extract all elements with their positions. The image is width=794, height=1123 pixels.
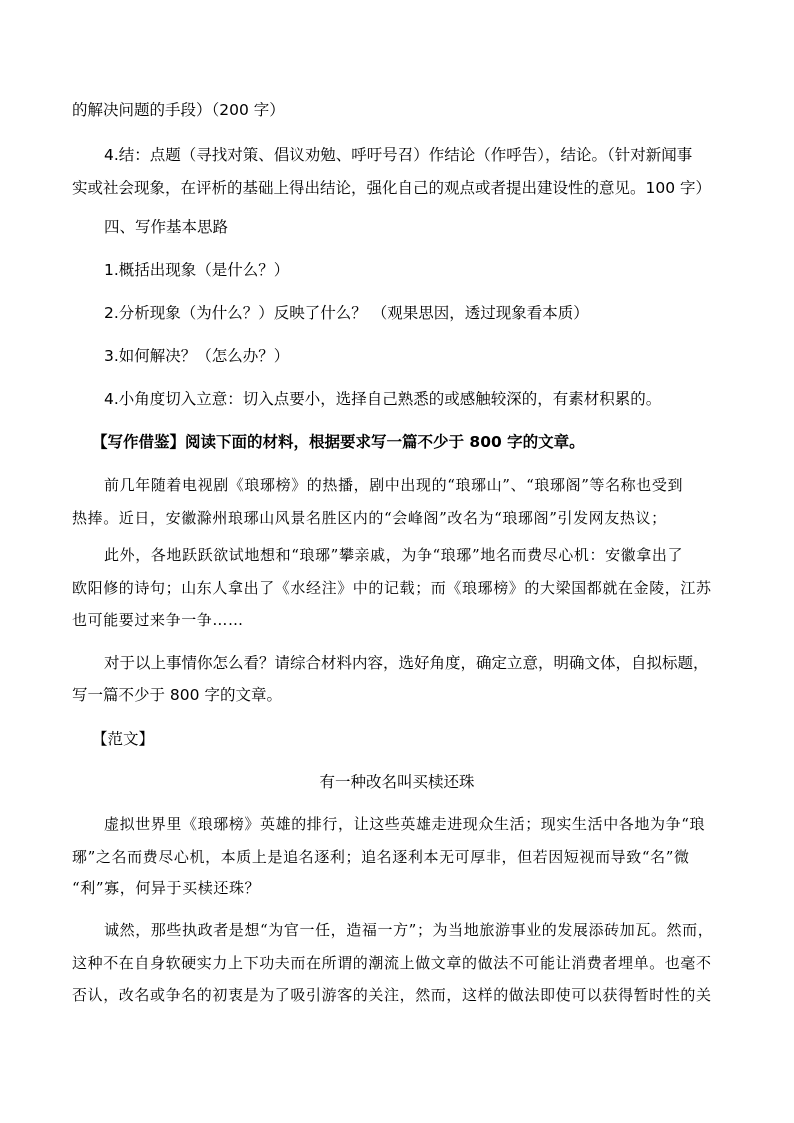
prompt-line-1: 对于以上事情你怎么看？请综合材料内容，选好角度，确定立意，明确文体，自拟标题， bbox=[104, 654, 709, 672]
essay-p2-line-3: 否认，改名或争名的初衷是为了吸引游客的关注，然而，这样的做法即使可以获得暂时性的关 bbox=[72, 986, 712, 1004]
step-3: 3.如何解决？（怎么办？） bbox=[104, 347, 290, 365]
step-4: 4.小角度切入立意：切入点要小，选择自己熟悉的或感触较深的，有素材积累的。 bbox=[104, 390, 662, 408]
intro-tail: 的解决问题的手段）（200 字） bbox=[72, 101, 285, 119]
material-p2-line-1: 此外，各地跃跃欲试地想和“琅琊”攀亲戚，为争“琅琊”地名而费尽心机：安徽拿出了 bbox=[104, 546, 684, 564]
material-p2-line-2: 欧阳修的诗句；山东人拿出了《水经注》中的记载；而《琅琊榜》的大梁国都就在金陵，江苏 bbox=[72, 579, 712, 597]
step-1: 1.概括出现象（是什么？） bbox=[104, 261, 290, 279]
essay-p1-line-3: “利”寡，何异于买椟还珠？ bbox=[72, 879, 261, 897]
prompt-line-2: 写一篇不少于 800 字的文章。 bbox=[72, 686, 282, 704]
essay-p1-line-1: 虚拟世界里《琅琊榜》英雄的排行，让这些英雄走进现众生活；现实生活中各地为争“琅 bbox=[104, 815, 706, 833]
material-p1-line-2: 热捧。近日，安徽滁州琅琊山风景名胜区内的“会峰阁”改名为“琅琊阁”引发网友热议； bbox=[72, 509, 667, 527]
sample-essay-label: 【范文】 bbox=[92, 730, 155, 748]
step-2: 2.分析现象（为什么？）反映了什么？ （观果思因，透过现象看本质） bbox=[104, 304, 589, 322]
material-p1-line-1: 前几年随着电视剧《琅琊榜》的热播，剧中出现的“琅琊山”、“琅琊阁”等名称也受到 bbox=[104, 476, 684, 494]
section-4-title: 四、写作基本思路 bbox=[104, 218, 229, 236]
point-4-line-2: 实或社会现象，在评析的基础上得出结论，强化自己的观点或者提出建设性的意见。100 字） bbox=[72, 179, 712, 197]
task-text: 阅读下面的材料，根据要求写一篇不少于 800 字的文章。 bbox=[185, 433, 585, 451]
essay-p2-line-1: 诚然，那些执政者是想“为官一任，造福一方”；为当地旅游事业的发展添砖加瓦。然而， bbox=[104, 921, 714, 939]
essay-p2-line-2: 这种不在自身软硬实力上下功夫而在所谓的潮流上做文章的做法不可能让消费者埋单。也毫不 bbox=[72, 954, 712, 972]
point-4-line-1: 4.结：点题（寻找对策、倡议劝勉、呼吁号召）作结论（作呼告），结论。（针对新闻事 bbox=[104, 146, 693, 164]
essay-title: 有一种改名叫买椟还珠 bbox=[319, 773, 475, 791]
task-line bbox=[92, 432, 585, 452]
task-label: 【写作借鉴】 bbox=[92, 433, 186, 451]
essay-p1-line-2: 琊”之名而费尽心机，本质上是追名逐利；追名逐利本无可厚非，但若因短视而导致“名”微 bbox=[72, 848, 690, 866]
material-p2-line-3: 也可能要过来争一争…… bbox=[72, 611, 244, 629]
